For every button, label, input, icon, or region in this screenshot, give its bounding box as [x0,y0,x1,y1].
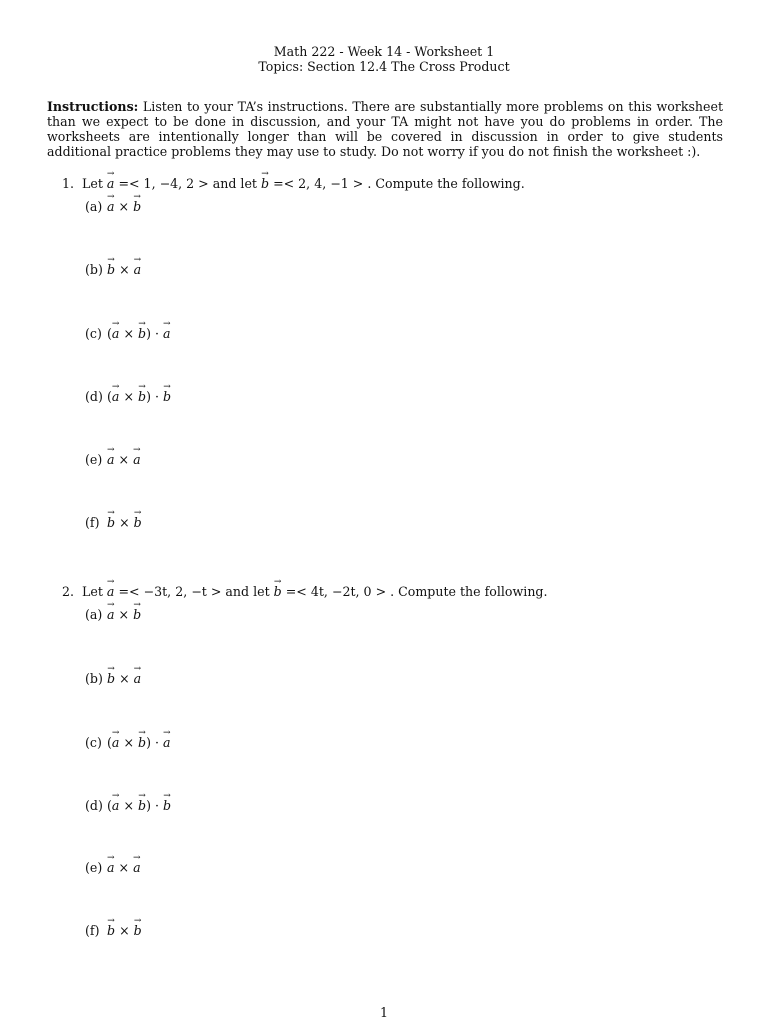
part-expression: → b × → b [107,515,142,530]
part-label: (c) [85,326,102,341]
instructions-text: Listen to your TA’s instructions. There are substantially more problems on this worksheet than we expect to be done in discussion, and your TA might not have you do problems in order. The worksheets are intentionally longer than will be covered in discussion in order to give students additional practice problems they may use to study. Do not worry if you do not finish the worksheet :). [47,99,724,159]
problem-1-part-a [85,199,141,214]
problem-number: 1. [62,176,75,191]
part-expression: → b × → b [107,923,142,938]
problem-1-part-d [85,389,171,404]
problem-text: and let [212,176,257,191]
vector-b-definition: =< 4t, −2t, 0 > [285,584,387,599]
part-label: (f) [85,923,100,938]
part-expression: → a × → a [107,452,141,467]
problem-text: and let [225,584,270,599]
worksheet-topics: Topics: Section 12.4 The Cross Product [258,59,510,74]
worksheet-title: Math 222 - Week 14 - Worksheet 1 [273,44,495,59]
page-number: 1 [379,1005,388,1020]
problem-2-part-e [85,860,141,875]
problem-1-part-c [85,326,171,341]
vector-a-definition: =< −3t, 2, −t > [118,584,222,599]
part-expression: → b × → a [107,262,141,277]
part-label: (a) [85,607,103,622]
vector-a-definition: =< 1, −4, 2 > [118,176,209,191]
instructions-label: Instructions: [47,99,139,114]
problem-2-part-d [85,798,171,813]
problem-1-part-f [85,515,142,530]
problem-1-part-e [85,452,141,467]
problem-text: . Compute the following. [367,176,525,191]
part-expression: → b × → a [107,671,141,686]
part-expression: (→ a × → b) · → b [107,798,171,813]
problem-2-statement [62,584,548,599]
part-expression: → a × → a [107,860,141,875]
vector-b-symbol: → b [261,176,269,191]
problem-2-part-c [85,735,171,750]
part-label: (d) [85,798,103,813]
vector-b-definition: =< 2, 4, −1 > [273,176,364,191]
problem-1-part-b [85,262,141,277]
problem-number: 2. [62,584,75,599]
part-label: (e) [85,860,103,875]
part-expression: → a × → b [107,199,141,214]
part-expression: (→ a × → b) · → a [107,326,171,341]
problem-2-part-a [85,607,141,622]
vector-b-symbol: → b [274,584,282,599]
vector-a-symbol: → a [107,176,115,191]
part-label: (d) [85,389,103,404]
problem-text: . Compute the following. [390,584,548,599]
part-label: (f) [85,515,100,530]
part-label: (b) [85,671,103,686]
problem-2-part-f [85,923,142,938]
problem-1-statement [62,176,525,191]
part-label: (a) [85,199,103,214]
part-expression: (→ a × → b) · → b [107,389,171,404]
part-expression: → a × → b [107,607,141,622]
instructions-block [47,99,723,159]
problem-text: Let [82,176,103,191]
vector-a-symbol: → a [107,584,115,599]
part-label: (e) [85,452,103,467]
part-label: (b) [85,262,103,277]
part-label: (c) [85,735,102,750]
part-expression: (→ a × → b) · → a [107,735,171,750]
problem-2-part-b [85,671,141,686]
problem-text: Let [82,584,103,599]
